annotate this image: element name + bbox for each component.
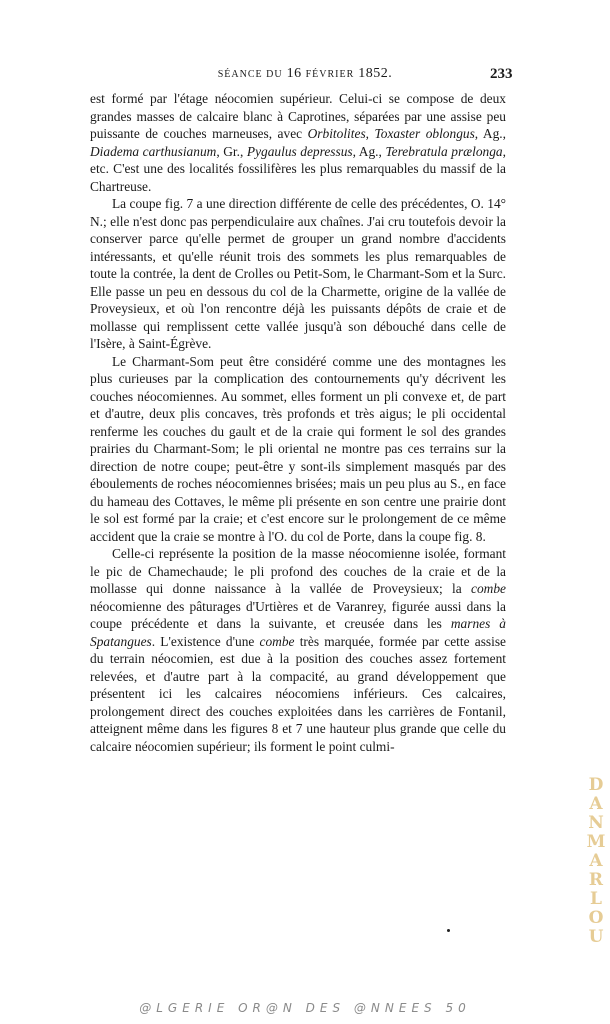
text-segment: . L'existence d'une <box>151 633 260 649</box>
page-number: 233 <box>490 66 513 82</box>
header-title-month: FÉVRIER <box>305 69 355 80</box>
header-title-prefix: SÉANCE DU <box>217 69 283 80</box>
text-segment: , Ag., <box>352 143 386 159</box>
side-watermark: DANMARLOU <box>586 775 606 947</box>
running-header <box>0 66 610 86</box>
text-segment: , <box>365 126 375 141</box>
italic-term: combe <box>471 581 506 596</box>
header-title-day: 16 <box>286 66 302 81</box>
text-segment: La coupe fig. 7 a une direction différente de celle des précédentes, O. 14° N.; elle n'est donc pas perpendiculaire aux chaînes. J'ai cru toutefois devoir la conserver parce qu'elle permet de grouper un grand nombre d'accidents intéressants, et qu'elle réunit trois des sommets les plus remarquables de toute la contrée, la dent de Crolles ou Petit-Som, le Charmant-Som et la Surc. Elle passe un peu en dessous du col de la Charmette, origine de la vallée de Proveysieux, et où l'on rencontre déjà les puissants dépôts de craie et de mollasse qui remplissent cette vallée jusqu'à son débouché dans celle de l'Isère, à Saint-Égrève. <box>90 196 506 351</box>
paragraph <box>90 545 506 755</box>
bottom-watermark: @LGERIE OR@N DES @NNEES 50 <box>139 1001 471 1015</box>
text-segment: , etc. C'est une des localités fossilifères les plus remarquables du massif de la Chartreuse. <box>90 143 506 194</box>
body-text <box>90 90 506 755</box>
paragraph <box>90 353 506 546</box>
text-segment: très marquée, formée par cette assise du terrain néocomien, est due à la position des couches assez fortement relevées, et d'autre part à la compacité, au grand développement que présentent ici les calcaires néocomiens inférieurs. Ces calcaires, prolongement direct des couches exploitées dans les carrières de Fontanil, atteignent même dans les figures 8 et 7 une hauteur plus grande que celle du calcaire néocomien supérieur; ils forment le point culmi- <box>90 633 506 754</box>
text-segment: , Gr., <box>216 143 247 159</box>
text-segment: , Ag., <box>474 126 506 141</box>
text-segment: Le Charmant-Som peut être considéré comme une des montagnes les plus curieuses par la complication des contournements qu'y décrivent les couches néocomiennes. Au sommet, elles forment un pli convexe et, de part et d'autre, deux plis concaves, très profonds et très aigus; le pli occidental renferme les couches du gault et de la craie qui forment le sol des grandes prairies du Charmant-Som; le pli oriental ne montre pas ces terrains sur la direction de notre coupe; peut-être y sont-ils simplement masqués par des éboulements de roches néocomiennes brisées; mais un peu plus au S., en face du hameau des Cottaves, le même pli présente en son centre une prairie dont le sol est formé par la craie; et c'est encore sur le prolongement de ce même accident que la craie se montre à l'O. du col de Porte, dans la coupe fig. 8. <box>90 353 506 544</box>
stray-ink-dot <box>447 929 450 932</box>
italic-term: Orbitolites <box>307 126 366 141</box>
italic-term: Terebratula prælonga <box>385 143 503 159</box>
italic-term: Toxaster oblongus <box>374 126 475 141</box>
paragraph <box>90 195 506 353</box>
italic-term: combe <box>259 633 295 649</box>
italic-term: marnes à Spatangues <box>90 616 506 649</box>
text-segment: néocomienne des pâturages d'Urtières et de Varanrey, figurée aussi dans la coupe précédente et dans la suivante, et creusée dans les <box>90 598 506 631</box>
italic-term: Pygaulus depressus <box>246 143 353 159</box>
header-title-year: 1852. <box>358 66 393 81</box>
header-title <box>0 66 610 82</box>
text-segment: Celle-ci représente la position de la masse néocomienne isolée, formant le pic de Chamechaude; le pli profond des couches de la craie et de la mollasse qui donne naissance à la vallée de Proveysieux; la <box>90 546 506 596</box>
text-segment: est formé par l'étage néocomien supérieur. Celui-ci se compose de deux grandes masses de calcaire blanc à Caprotines, séparées par une assise peu puissante de couches marneuses, avec <box>90 91 506 141</box>
paragraph <box>90 90 506 195</box>
italic-term: Diadema carthusianum <box>90 143 217 159</box>
